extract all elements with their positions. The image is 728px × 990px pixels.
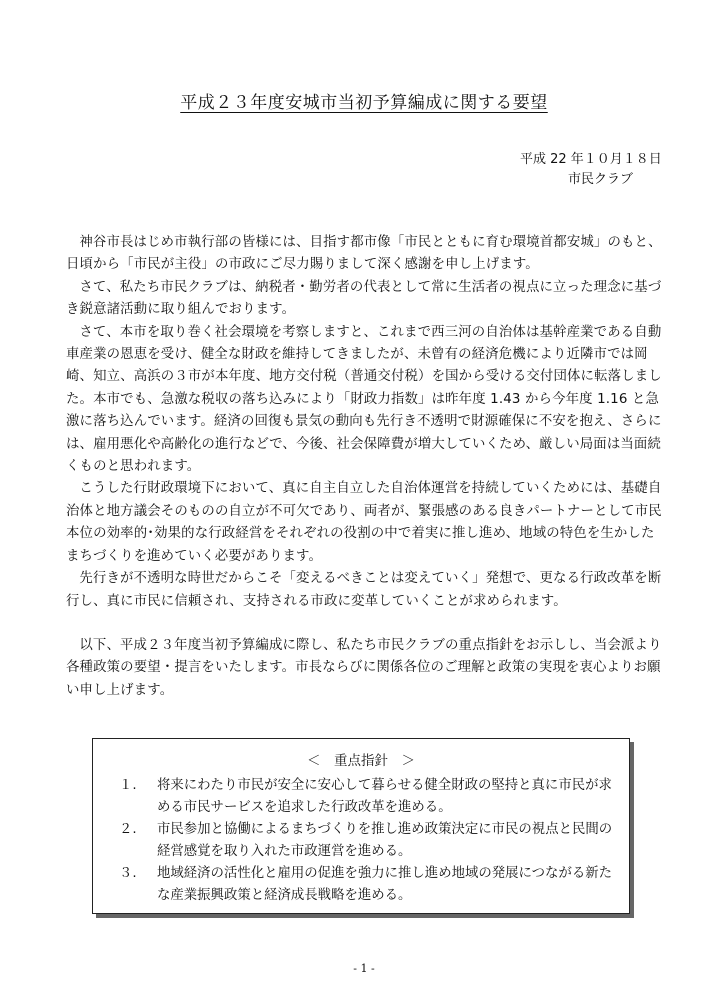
paragraph: さて、私たち市民クラブは、納税者・勤労者の代表として常に生活者の視点に立った理念に基づき鋭意諸活動に取り組んでおります。 [66,279,662,318]
policy-item-number: １. [119,778,137,793]
policy-item-text: 地域経済の活性化と雇用の促進を強力に推し進め地域の発展につながる新たな産業振興政策と経済成長戦略を進める。 [157,866,613,903]
policy-item-number: ２. [119,822,137,837]
document-date: 平成 22 年１０月１８日 [520,152,662,167]
policy-item-text: 将来にわたり市民が安全に安心して暮らせる健全財政の堅持と真に市民が求める市民サービスを追求した行政改革を進める。 [157,778,612,815]
policy-item-text: 市民参加と協働によるまちづくりを推し進め政策決定に市民の視点と民間の経営感覚を取り入れた市政運営を進める。 [157,822,613,859]
page-number: - 1 - [353,962,375,975]
policy-box-heading: ＜ 重点指針 ＞ [307,753,415,769]
policy-box [92,738,630,914]
document-title-text: 平成２３年度安城市当初予算編成に関する要望 [180,93,548,113]
policy-item [93,863,629,907]
policy-item-number: ３. [119,866,137,881]
paragraph: 神谷市長はじめ市執行部の皆様には、目指す都市像「市民とともに育む環境首都安城」のもと、日頃から「市民が主役」の市政にご尽力賜りまして深く感謝を申し上げます。 [66,235,662,273]
paragraph: こうした行財政環境下において、真に自主自立した自治体運営を持続していくためには、基礎自治体と地方議会そのものの自立が不可欠であり、両者が、緊張感のある良きパートナーとして市民本位の効率的･効果的な行政経営をそれぞれの役割の中で着実に推し進め、地域の特色を生かしたまちづくりを進めていく必要があります。 [66,481,662,564]
document-body [66,232,666,702]
paragraph: 以下、平成２３年度当初予算編成に際し、私たち市民クラブの重点指針をお示しし、当会派より各種政策の要望・提言をいたします。市長ならびに関係各位のご理解と政策の実現を衷心よりお願い申し上げます。 [66,637,662,698]
paragraph: 先行きが不透明な時世だからこそ「変えるべきことは変えていく」発想で、更なる行政改革を断行し、真に市民に信頼され、支持される市政に変革していくことが求められます。 [66,571,662,609]
organization-name: 市民クラブ [568,172,634,187]
paragraph: さて、本市を取り巻く社会環境を考察しますと、これまで西三河の自治体は基幹産業である自動車産業の恩恵を受け、健全な財政を維持してきましたが、未曾有の経済危機により近隣市では岡崎、知立、高浜の３市が本年度、地方交付税（普通交付税）を国から受ける交付団体に転落しました。本市でも、急激な税収の落ち込みにより「財政力指数」は昨年度 1.43 から今年度 1.16 と急激に落ち込んでいます。経済の回復も景気の動向も先行き不透明で財源確保に不安を抱え、さらには、雇用悪化や高齢化の進行などで、今後、社会保障費が増大していくため、厳しい局面は当面続くものと思われます。 [66,324,662,475]
policy-list [93,775,629,907]
policy-item [93,819,629,863]
document-title [0,88,728,113]
policy-item [93,775,629,819]
